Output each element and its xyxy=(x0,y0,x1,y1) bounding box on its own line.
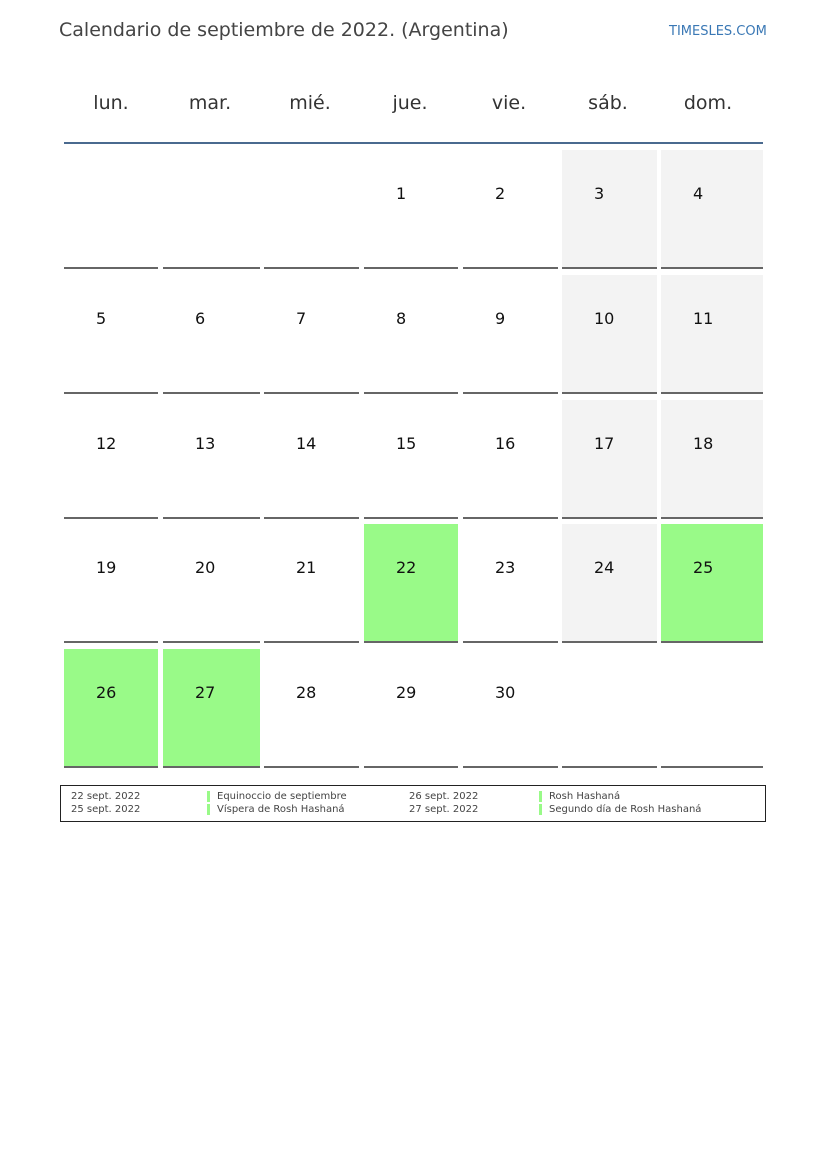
brand-link[interactable]: TIMESLES.COM xyxy=(669,24,767,39)
day-number: 21 xyxy=(296,558,317,577)
day-cell[interactable] xyxy=(562,150,657,269)
day-cell[interactable] xyxy=(163,649,260,768)
day-cell[interactable] xyxy=(264,400,359,519)
day-cell[interactable] xyxy=(364,649,458,768)
day-cell[interactable] xyxy=(562,524,657,643)
day-number: 10 xyxy=(594,309,615,328)
day-number: 22 xyxy=(396,558,417,577)
day-number: 11 xyxy=(693,309,714,328)
weekday-mon: lun. xyxy=(93,92,129,114)
legend-holiday-name: Equinoccio de septiembre xyxy=(207,791,347,802)
day-cell[interactable] xyxy=(661,150,763,269)
day-cell[interactable] xyxy=(163,524,260,643)
day-cell[interactable] xyxy=(463,649,558,768)
empty-day-cell xyxy=(661,649,763,768)
weekday-sat: sáb. xyxy=(588,92,628,114)
day-cell[interactable] xyxy=(364,150,458,269)
day-cell[interactable] xyxy=(661,275,763,394)
empty-day-cell xyxy=(64,150,158,269)
legend-date: 26 sept. 2022 xyxy=(409,791,479,802)
weekday-wed: mié. xyxy=(289,92,331,114)
day-number: 1 xyxy=(396,184,407,203)
day-number: 24 xyxy=(594,558,615,577)
day-number: 20 xyxy=(195,558,216,577)
day-cell[interactable] xyxy=(463,524,558,643)
day-cell[interactable] xyxy=(661,400,763,519)
day-cell[interactable] xyxy=(64,275,158,394)
day-number: 28 xyxy=(296,683,317,702)
day-cell[interactable] xyxy=(562,275,657,394)
day-number: 4 xyxy=(693,184,704,203)
day-number: 6 xyxy=(195,309,206,328)
empty-day-cell xyxy=(264,150,359,269)
day-number: 7 xyxy=(296,309,307,328)
weekday-thu: jue. xyxy=(392,92,428,114)
day-number: 5 xyxy=(96,309,107,328)
day-number: 29 xyxy=(396,683,417,702)
weekday-tue: mar. xyxy=(188,92,232,114)
calendar-header xyxy=(64,84,763,124)
day-number: 12 xyxy=(96,434,117,453)
empty-day-cell xyxy=(163,150,260,269)
day-cell[interactable] xyxy=(264,524,359,643)
day-cell[interactable] xyxy=(64,400,158,519)
day-cell[interactable] xyxy=(463,400,558,519)
legend-date: 22 sept. 2022 xyxy=(71,791,141,802)
day-number: 2 xyxy=(495,184,506,203)
weekday-sun: dom. xyxy=(683,92,733,114)
day-number: 17 xyxy=(594,434,615,453)
day-cell[interactable] xyxy=(364,524,458,643)
day-number: 13 xyxy=(195,434,216,453)
empty-day-cell xyxy=(562,649,657,768)
day-cell[interactable] xyxy=(64,524,158,643)
day-number: 3 xyxy=(594,184,605,203)
day-cell[interactable] xyxy=(264,649,359,768)
day-cell[interactable] xyxy=(163,400,260,519)
day-cell[interactable] xyxy=(163,275,260,394)
day-cell[interactable] xyxy=(661,524,763,643)
page-title: Calendario de septiembre de 2022. (Argentina) xyxy=(59,19,509,41)
day-cell[interactable] xyxy=(562,400,657,519)
day-number: 19 xyxy=(96,558,117,577)
day-number: 16 xyxy=(495,434,516,453)
day-number: 26 xyxy=(96,683,117,702)
day-number: 30 xyxy=(495,683,516,702)
day-cell[interactable] xyxy=(64,649,158,768)
day-number: 27 xyxy=(195,683,216,702)
weekday-row xyxy=(64,84,763,124)
day-cell[interactable] xyxy=(463,150,558,269)
legend-holiday-name: Segundo día de Rosh Hashaná xyxy=(539,804,701,815)
legend-date: 27 sept. 2022 xyxy=(409,804,479,815)
day-cell[interactable] xyxy=(264,275,359,394)
weekday-fri: vie. xyxy=(491,92,527,114)
day-number: 23 xyxy=(495,558,516,577)
day-number: 14 xyxy=(296,434,317,453)
legend-date: 25 sept. 2022 xyxy=(71,804,141,815)
day-number: 18 xyxy=(693,434,714,453)
day-cell[interactable] xyxy=(364,275,458,394)
day-cell[interactable] xyxy=(463,275,558,394)
holiday-legend xyxy=(60,785,766,822)
day-number: 25 xyxy=(693,558,714,577)
day-number: 8 xyxy=(396,309,407,328)
legend-holiday-name: Víspera de Rosh Hashaná xyxy=(207,804,345,815)
legend-holiday-name: Rosh Hashaná xyxy=(539,791,620,802)
header-divider xyxy=(64,142,763,144)
day-number: 15 xyxy=(396,434,417,453)
day-number: 9 xyxy=(495,309,506,328)
day-cell[interactable] xyxy=(364,400,458,519)
